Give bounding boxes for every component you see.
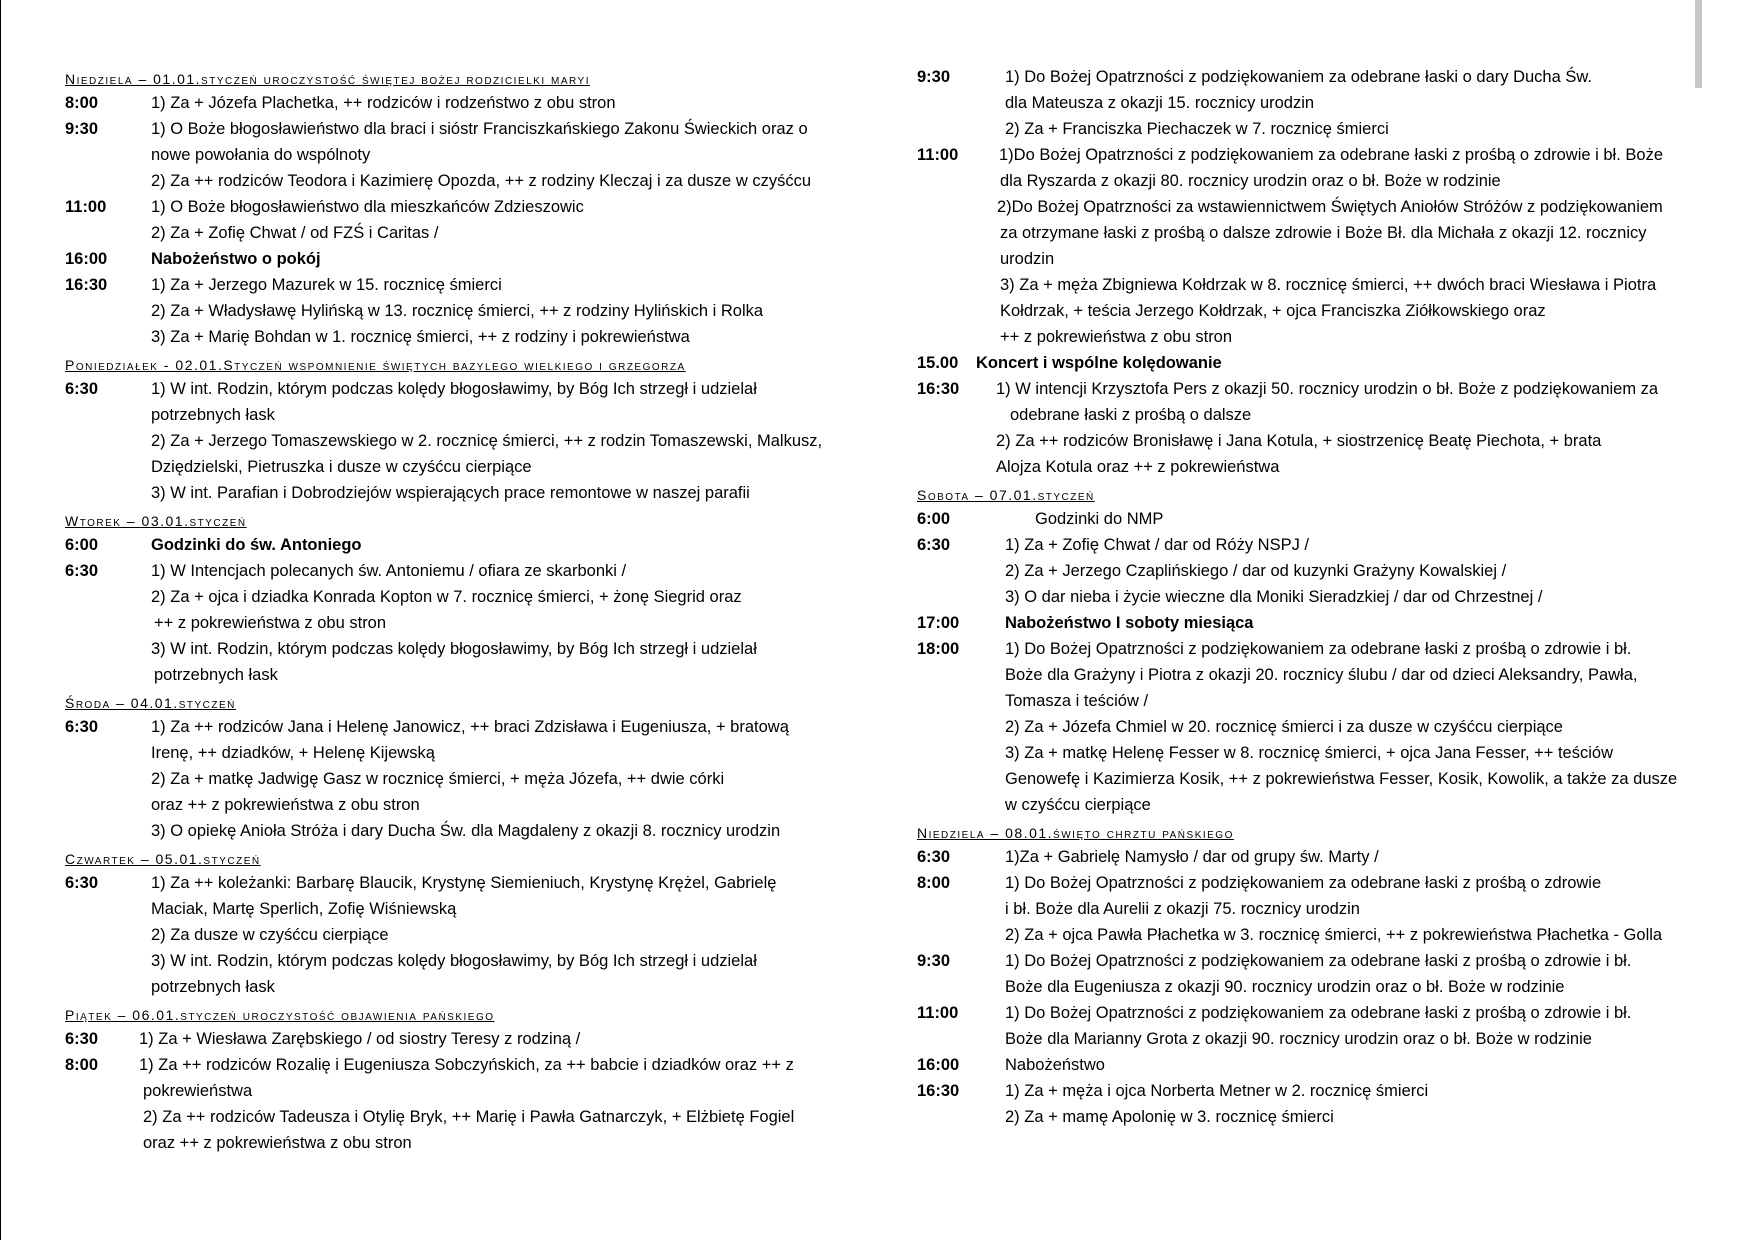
intention-text: 2) Za + ojca Pawła Płachetka w 3. rocznicę śmierci, ++ z pokrewieństwa Płachetka - Golla: [1005, 926, 1663, 944]
mass-intention-line: [65, 168, 855, 194]
intention-text: 2) Za ++ rodziców Tadeusza i Otylię Bryk, ++ Marię i Pawła Gatnarczyk, + Elżbietę Fogiel: [143, 1108, 795, 1126]
intention-text: 3) Za + matkę Helenę Fesser w 8. rocznicę śmierci, + ojca Jana Fesser, ++ teściów: [1005, 744, 1613, 762]
intention-text: Kołdrzak, + teścia Jerzego Kołdrzak, + ojca Franciszka Ziółkowskiego oraz: [1000, 302, 1546, 320]
mass-time: 8:00: [917, 874, 951, 892]
mass-time: 6:30: [917, 536, 951, 554]
mass-intention-line: [65, 974, 855, 1000]
intention-text: Nabożeństwo: [1005, 1056, 1105, 1074]
day-heading: [917, 818, 1697, 844]
intention-text: Godzinki do NMP: [1035, 510, 1164, 528]
mass-intention-line: [65, 636, 855, 662]
mass-intention-line: [917, 948, 1697, 974]
intention-text: Godzinki do św. Antoniego: [151, 536, 362, 554]
day-heading: [65, 1000, 855, 1026]
mass-intention-line: [65, 922, 855, 948]
intention-text: 2) Za + Jerzego Czaplińskiego / dar od kuzynki Grażyny Kowalskiej /: [1005, 562, 1507, 580]
mass-intention-line: [65, 428, 855, 454]
intention-text: 3) W int. Parafian i Dobrodziejów wspierających prace remontowe w naszej parafii: [151, 484, 750, 502]
mass-intention-line: [65, 246, 855, 272]
mass-intention-line: [917, 350, 1697, 376]
intention-text: nowe powołania do wspólnoty: [151, 146, 371, 164]
intention-text: 3) O dar nieba i życie wieczne dla Moniki Sieradzkiej / dar od Chrzestnej /: [1005, 588, 1543, 606]
intention-text: 2) Za + Władysławę Hylińską w 13. rocznicę śmierci, ++ z rodziny Hylińskich i Rolka: [151, 302, 764, 320]
intention-text: Nabożeństwo I soboty miesiąca: [1005, 614, 1254, 632]
mass-intention-line: [65, 740, 855, 766]
day-heading: [65, 506, 855, 532]
intention-text: dla Mateusza z okazji 15. rocznicy urodzin: [1005, 94, 1315, 112]
mass-intention-line: [917, 766, 1697, 792]
mass-time: 6:30: [917, 848, 951, 866]
intention-text: za otrzymane łaski z prośbą o dalsze zdrowie i Boże Bł. dla Michała z okazji 12. rocznicy: [1000, 224, 1647, 242]
intention-text: 2) Za + Zofię Chwat / od FZŚ i Caritas /: [151, 224, 439, 242]
mass-intention-line: [917, 714, 1697, 740]
mass-intention-line: [65, 948, 855, 974]
intention-text: 1) W Intencjach polecanych św. Antoniemu / ofiara ze skarbonki /: [151, 562, 627, 580]
intention-text: 1) O Boże błogosławieństwo dla braci i sióstr Franciszkańskiego Zakonu Świeckich oraz o: [151, 120, 808, 138]
day-heading: [65, 350, 855, 376]
mass-intention-line: [65, 714, 855, 740]
mass-intention-line: [917, 636, 1697, 662]
mass-intention-line: [917, 324, 1697, 350]
mass-time: 11:00: [917, 146, 959, 164]
intention-text: 1) Za + męża i ojca Norberta Metner w 2. rocznicę śmierci: [1005, 1082, 1429, 1100]
intention-text: Genowefę i Kazimierza Kosik, ++ z pokrewieństwa Fesser, Kosik, Kowolik, a także za dusze: [1005, 770, 1678, 788]
mass-intention-line: [917, 740, 1697, 766]
mass-intention-line: [65, 1026, 855, 1052]
mass-time: 8:00: [65, 94, 99, 112]
mass-time: 6:00: [65, 536, 99, 554]
mass-intention-line: [917, 844, 1697, 870]
mass-intention-line: [65, 1130, 855, 1156]
day-heading-text: Czwartek – 05.01.styczeń: [65, 851, 261, 867]
intention-text: Boże dla Eugeniusza z okazji 90. rocznicy urodzin oraz o bł. Boże w rodzinie: [1005, 978, 1565, 996]
intention-text: Alojza Kotula oraz ++ z pokrewieństwa: [996, 458, 1280, 476]
right-column: [917, 64, 1697, 1130]
mass-intention-line: [65, 90, 855, 116]
intention-text: Boże dla Grażyny i Piotra z okazji 20. rocznicy ślubu / dar od dzieci Aleksandry, Pawła,: [1005, 666, 1638, 684]
mass-intention-line: [917, 90, 1697, 116]
mass-intention-line: [65, 376, 855, 402]
mass-intention-line: [917, 974, 1697, 1000]
intention-text: Maciak, Martę Sperlich, Zofię Wiśniewską: [151, 900, 457, 918]
intention-text: 1) Do Bożej Opatrzności z podziękowaniem za odebrane łaski o dary Ducha Św.: [1005, 68, 1592, 86]
mass-intention-line: [65, 220, 855, 246]
mass-time: 6:30: [65, 562, 99, 580]
mass-intention-line: [917, 64, 1697, 90]
intention-text: 1) Za + Jerzego Mazurek w 15. rocznicę śmierci: [151, 276, 502, 294]
mass-intention-line: [65, 532, 855, 558]
mass-intention-line: [65, 558, 855, 584]
mass-intention-line: [917, 558, 1697, 584]
mass-intention-line: [917, 662, 1697, 688]
intention-text: 2) Za + matkę Jadwigę Gasz w rocznicę śmierci, + męża Józefa, ++ dwie córki: [151, 770, 725, 788]
mass-intention-line: [65, 116, 855, 142]
mass-intention-line: [65, 454, 855, 480]
intention-text: ++ z pokrewieństwa z obu stron: [1000, 328, 1233, 346]
day-heading: [65, 64, 855, 90]
mass-intention-line: [917, 246, 1697, 272]
mass-intention-line: [917, 142, 1697, 168]
intention-text: Boże dla Marianny Grota z okazji 90. rocznicy urodzin oraz o bł. Boże w rodzinie: [1005, 1030, 1592, 1048]
mass-time: 16:30: [917, 380, 960, 398]
mass-intention-line: [917, 402, 1697, 428]
day-heading: [65, 688, 855, 714]
mass-intention-line: [65, 610, 855, 636]
mass-time: 16:30: [917, 1082, 960, 1100]
mass-time: 8:00: [65, 1056, 99, 1074]
mass-intention-line: [917, 272, 1697, 298]
intention-text: odebrane łaski z prośbą o dalsze: [1010, 406, 1252, 424]
intention-text: w czyśćcu cierpiące: [1005, 796, 1151, 814]
mass-intention-line: [65, 662, 855, 688]
mass-time: 6:30: [65, 718, 99, 736]
intention-text: 2) Za dusze w czyśćcu cierpiące: [151, 926, 389, 944]
day-heading-text: Piątek – 06.01.styczeń uroczystość objawienia pańskiego: [65, 1007, 495, 1023]
intention-text: Dziędzielski, Pietruszka i dusze w czyśćcu cierpiące: [151, 458, 532, 476]
mass-intention-line: [917, 116, 1697, 142]
intention-text: 2) Za + Józefa Chmiel w 20. rocznicę śmierci i za dusze w czyśćcu cierpiące: [1005, 718, 1563, 736]
mass-intention-line: [65, 1104, 855, 1130]
mass-time: 17:00: [917, 614, 960, 632]
intention-text: 1) Do Bożej Opatrzności z podziękowaniem za odebrane łaski z prośbą o zdrowie: [1005, 874, 1602, 892]
mass-intention-line: [65, 584, 855, 610]
intention-text: oraz ++ z pokrewieństwa z obu stron: [143, 1134, 412, 1152]
mass-intention-line: [917, 584, 1697, 610]
mass-intention-line: [917, 168, 1697, 194]
mass-time: 9:30: [65, 120, 99, 138]
intention-text: dla Ryszarda z okazji 80. rocznicy urodzin oraz o bł. Boże w rodzinie: [1000, 172, 1501, 190]
intention-text: 2) Za + Franciszka Piechaczek w 7. rocznicę śmierci: [1005, 120, 1389, 138]
intention-text: 1) Za ++ koleżanki: Barbarę Blaucik, Krystynę Siemieniuch, Krystynę Krężel, Gabrielę: [151, 874, 777, 892]
mass-intention-line: [917, 1052, 1697, 1078]
intention-text: 1) Za + Wiesława Zarębskiego / od siostry Teresy z rodziną /: [139, 1030, 581, 1048]
mass-time: 11:00: [917, 1004, 959, 1022]
intention-text: 2) Za + ojca i dziadka Konrada Kopton w 7. rocznicę śmierci, + żonę Siegrid oraz: [151, 588, 742, 606]
mass-time: 6:30: [65, 380, 99, 398]
intention-text: 2) Za + mamę Apolonię w 3. rocznicę śmierci: [1005, 1108, 1334, 1126]
mass-time: 11:00: [65, 198, 107, 216]
intention-text: 2) Za ++ rodziców Bronisławę i Jana Kotula, + siostrzenicę Beatę Piechota, + brata: [996, 432, 1602, 450]
intention-text: 1) Do Bożej Opatrzności z podziękowaniem za odebrane łaski z prośbą o zdrowie i bł.: [1005, 952, 1632, 970]
mass-intention-line: [65, 402, 855, 428]
intention-text: 1) W intencji Krzysztofa Pers z okazji 50. rocznicy urodzin o bł. Boże z podziękowaniem za: [996, 380, 1659, 398]
mass-intention-line: [917, 1078, 1697, 1104]
day-heading-text: Sobota – 07.01.styczeń: [917, 487, 1095, 503]
intention-text: potrzebnych łask: [151, 978, 275, 996]
intention-text: potrzebnych łask: [151, 406, 275, 424]
mass-intention-line: [65, 1078, 855, 1104]
mass-intention-line: [65, 324, 855, 350]
mass-time: 16:00: [917, 1056, 960, 1074]
mass-time: 16:30: [65, 276, 108, 294]
mass-intention-line: [65, 896, 855, 922]
mass-intention-line: [917, 1104, 1697, 1130]
mass-intention-line: [65, 480, 855, 506]
mass-intention-line: [917, 1026, 1697, 1052]
mass-intention-line: [65, 1052, 855, 1078]
mass-intention-line: [65, 272, 855, 298]
mass-time: 9:30: [917, 952, 951, 970]
intention-text: 1) W int. Rodzin, którym podczas kolędy błogosławimy, by Bóg Ich strzegł i udzielał: [151, 380, 757, 398]
mass-intention-line: [917, 220, 1697, 246]
mass-intention-line: [65, 194, 855, 220]
mass-intention-line: [917, 376, 1697, 402]
page-border: [0, 0, 1, 1240]
day-heading-text: Środa – 04.01.styczeń: [65, 695, 236, 711]
intention-text: pokrewieństwa: [143, 1082, 253, 1100]
intention-text: 1) Za + Józefa Plachetka, ++ rodziców i rodzeństwo z obu stron: [151, 94, 616, 112]
day-heading-text: Niedziela – 08.01.święto chrztu pańskiego: [917, 825, 1234, 841]
intention-text: potrzebnych łask: [154, 666, 278, 684]
intention-text: 2)Do Bożej Opatrzności za wstawiennictwem Świętych Aniołów Stróżów z podziękowaniem: [997, 198, 1663, 216]
mass-intention-line: [917, 454, 1697, 480]
intention-text: Nabożeństwo o pokój: [151, 250, 321, 268]
intention-text: 3) O opiekę Anioła Stróża i dary Ducha Św. dla Magdaleny z okazji 8. rocznicy urodzin: [151, 822, 781, 840]
intention-text: 1)Za + Gabrielę Namysło / dar od grupy św. Marty /: [1005, 848, 1379, 866]
intention-text: 3) W int. Rodzin, którym podczas kolędy błogosławimy, by Bóg Ich strzegł i udzielał: [151, 952, 757, 970]
day-heading-text: Poniedziałek - 02.01.Styczeń wspomnienie świętych bazylego wielkiego i grzegorza: [65, 357, 686, 373]
intention-text: 1) Do Bożej Opatrzności z podziękowaniem za odebrane łaski z prośbą o zdrowie i bł.: [1005, 640, 1632, 658]
intention-text: 3) Za + Marię Bohdan w 1. rocznicę śmierci, ++ z rodziny i pokrewieństwa: [151, 328, 690, 346]
intention-text: 1)Do Bożej Opatrzności z podziękowaniem za odebrane łaski z prośbą o zdrowie i bł. Boże: [999, 146, 1664, 164]
mass-time: 16:00: [65, 250, 108, 268]
day-heading: [65, 844, 855, 870]
intention-text: oraz ++ z pokrewieństwa z obu stron: [151, 796, 420, 814]
intention-text: 1) O Boże błogosławieństwo dla mieszkańców Zdzieszowic: [151, 198, 584, 216]
mass-intention-line: [917, 194, 1697, 220]
mass-intention-line: [917, 532, 1697, 558]
mass-intention-line: [917, 792, 1697, 818]
intention-text: i bł. Boże dla Aurelii z okazji 75. rocznicy urodzin: [1005, 900, 1360, 918]
intention-text: 3) Za + męża Zbigniewa Kołdrzak w 8. rocznicę śmierci, ++ dwóch braci Wiesława i Piotra: [1000, 276, 1657, 294]
day-heading-text: Niedziela – 01.01.styczeń uroczystość świętej bożej rodzicielki maryi: [65, 71, 591, 87]
intention-text: Irenę, ++ dziadków, + Helenę Kijewską: [151, 744, 435, 762]
left-column: [65, 64, 855, 1156]
intention-text: ++ z pokrewieństwa z obu stron: [154, 614, 387, 632]
intention-text: Tomasza i teściów /: [1005, 692, 1149, 710]
intention-text: 1) Za + Zofię Chwat / dar od Róży NSPJ /: [1005, 536, 1309, 554]
mass-intention-line: [65, 298, 855, 324]
mass-intention-line: [65, 818, 855, 844]
mass-intention-line: [65, 142, 855, 168]
intention-text: 1) Do Bożej Opatrzności z podziękowaniem za odebrane łaski z prośbą o zdrowie i bł.: [1005, 1004, 1632, 1022]
mass-intention-line: [65, 792, 855, 818]
intention-text: 3) W int. Rodzin, którym podczas kolędy błogosławimy, by Bóg Ich strzegł i udzielał: [151, 640, 757, 658]
mass-intention-line: [65, 870, 855, 896]
intention-text: 2) Za + Jerzego Tomaszewskiego w 2. rocznicę śmierci, ++ z rodzin Tomaszewski, Malkusz,: [151, 432, 823, 450]
mass-time: 6:00: [917, 510, 951, 528]
mass-time: 18:00: [917, 640, 960, 658]
intention-text: Koncert i wspólne kolędowanie: [976, 354, 1222, 372]
mass-intention-line: [917, 870, 1697, 896]
mass-intention-line: [65, 766, 855, 792]
mass-intention-line: [917, 896, 1697, 922]
mass-time: 6:30: [65, 1030, 99, 1048]
mass-intention-line: [917, 922, 1697, 948]
intention-text: urodzin: [1000, 250, 1055, 268]
mass-intention-line: [917, 688, 1697, 714]
mass-intention-line: [917, 1000, 1697, 1026]
intention-text: 1) Za ++ rodziców Rozalię i Eugeniusza Sobczyńskich, za ++ babcie i dziadków oraz ++ z: [139, 1056, 794, 1074]
intention-text: 2) Za ++ rodziców Teodora i Kazimierę Opozda, ++ z rodziny Kleczaj i za dusze w czyśćcu: [151, 172, 811, 190]
day-heading-text: Wtorek – 03.01.styczeń: [65, 513, 247, 529]
mass-time: 15.00: [917, 354, 959, 372]
mass-intention-line: [917, 298, 1697, 324]
day-heading: [917, 480, 1697, 506]
mass-intention-line: [917, 610, 1697, 636]
intention-text: 1) Za ++ rodziców Jana i Helenę Janowicz, ++ braci Zdzisława i Eugeniusza, + bratową: [151, 718, 789, 736]
mass-intention-line: [917, 506, 1697, 532]
mass-time: 9:30: [917, 68, 951, 86]
mass-intention-line: [917, 428, 1697, 454]
mass-time: 6:30: [65, 874, 99, 892]
